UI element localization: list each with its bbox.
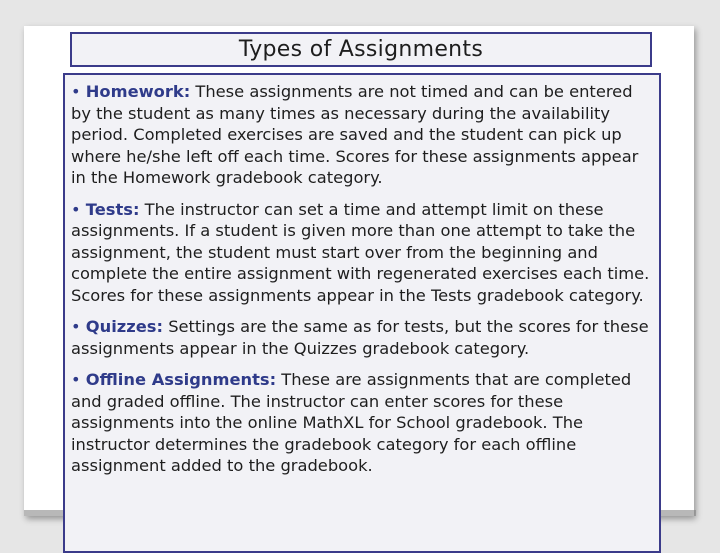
- content-box: [63, 73, 661, 553]
- desc-tests: The instructor can set a time and attempt limit on these assignments. If a student is given more than one attempt to take the assignment, the student must start over from the beginning and complete the entire assignment with regenerated exercises each time. Scores for these assignments appear in the Tests gradebook category.: [71, 199, 650, 305]
- bullet-quizzes: [71, 316, 653, 359]
- bullet-marker: •: [71, 199, 81, 219]
- desc-quizzes: Settings are the same as for tests, but the scores for these assignments appear in the Quizzes gradebook category.: [71, 317, 649, 358]
- slide-title: Types of Assignments: [238, 37, 484, 62]
- bullet-marker: •: [71, 82, 81, 101]
- desc-offline: These are assignments that are completed and graded offline. The instructor can enter scores for these assignments into the online MathXL for School gradebook. The instructor determines the gradebook category for each offline assignment added to the gradebook.: [71, 370, 632, 475]
- slide-title-box: [70, 32, 652, 67]
- bullet-tests: [71, 199, 653, 307]
- bullet-homework: [71, 81, 653, 189]
- term-homework: Homework:: [85, 82, 191, 101]
- desc-homework: These assignments are not timed and can be entered by the student as many times as necessary during the availability period. Completed exercises are saved and the student can pick up where he/she left off each time. Scores for these assignments appear in the Homework gradebook category.: [71, 82, 639, 187]
- term-offline: Offline Assignments:: [85, 370, 277, 389]
- bullet-marker: •: [71, 317, 81, 336]
- term-quizzes: Quizzes:: [85, 317, 164, 336]
- bullet-marker: •: [71, 370, 81, 389]
- term-tests: Tests:: [85, 199, 140, 219]
- bullet-offline: [71, 369, 653, 477]
